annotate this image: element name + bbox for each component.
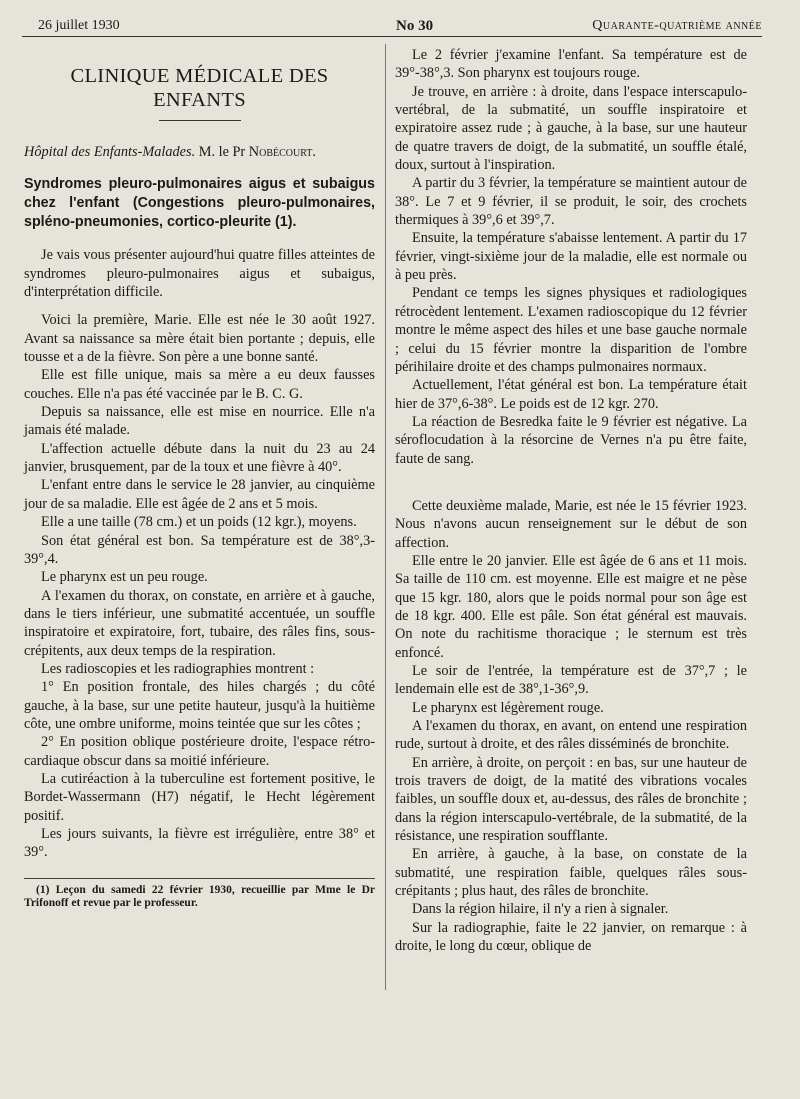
paragraph: Elle entre le 20 janvier. Elle est âgée de 6 ans et 11 mois. Sa taille de 110 cm. est moyenne. Elle est maigre et ne pèse que 15 kgr. 180, alors que le poids normal pour son âge est de 18 kgr. 400. Elle est pâle. Son état général est mauvais. On note du rachitisme thoracique ; le sternum est très enfoncé. (395, 552, 747, 661)
hospital-line (24, 143, 375, 161)
paragraph: Depuis sa naissance, elle est mise en nourrice. Elle n'a jamais été malade. (24, 404, 375, 439)
paragraph: Elle a une taille (78 cm.) et un poids (12 kgr.), moyens. (41, 514, 357, 531)
issue-date: 26 juillet 1930 (38, 18, 120, 33)
paragraph: A l'examen du thorax, on constate, en arrière et à gauche, dans le tiers inférieur, une submatité accentuée, un souffle inspiratoire et expiratoire, fort, tubaire, des râles fins, sous-crépitents, aux deux temps de la respiration. (24, 587, 375, 659)
right-paragraphs-first-case (395, 46, 747, 468)
case-separator (395, 468, 747, 497)
paragraph: 2° En position oblique postérieure droite, l'espace rétro-cardiaque obscur dans sa moitié inférieure. (24, 734, 375, 769)
paragraph: Elle est fille unique, mais sa mère a eu deux fausses couches. Elle n'a pas été vaccinée par le B. C. G. (24, 367, 375, 402)
paragraph: Ensuite, la température s'abaisse lentement. A partir du 17 février, vingt-sixième jour de la maladie, elle est normale ou à peu près. (395, 230, 747, 284)
paragraph: Le pharynx est un peu rouge. (41, 569, 208, 586)
paragraph: Cette deuxième malade, Marie, est née le 15 février 1923. Nous n'avons aucun renseignement sur le début de son affection. (395, 497, 747, 551)
title-rule (159, 120, 241, 121)
paragraph: En arrière, à gauche, à la base, on constate de la submatité, une respiration faible, quelques râles sous-crépitants ; plus haut, des râles de bronchite. (395, 846, 747, 900)
article-title: Syndromes pleuro-pulmonaires aigus et subaigus chez l'enfant (Congestions pleuro-pulmonaires, spléno-pneumonies, cortico-pleurite (1). (24, 176, 375, 231)
paragraph: La cutiréaction à la tuberculine est fortement positive, le Bordet-Wassermann (H7) négatif, le Hecht légèrement positif. (24, 770, 375, 824)
hospital-name: Hôpital des Enfants-Malades. (24, 144, 196, 160)
footnote: (1) Leçon du samedi 22 février 1930, recueillie par Mme le Dr Trifonoff et revue par le professeur. (24, 883, 375, 910)
left-column (24, 46, 375, 911)
right-column (395, 46, 747, 956)
paragraph: Le soir de l'entrée, la température est de 37°,7 ; le lendemain elle est de 38°,1-36°,9. (395, 663, 747, 698)
year-label: Quarante-quatrième année (592, 18, 762, 33)
professor-name: Nobécourt. (248, 144, 316, 160)
page-header (24, 14, 762, 36)
footnote-rule (24, 878, 375, 879)
issue-number: No 30 (396, 18, 434, 34)
left-paragraphs (24, 311, 375, 861)
paragraph: L'affection actuelle débute dans la nuit du 23 au 24 janvier, brusquement, par de la toux et une fièvre à 40°. (24, 440, 375, 476)
paragraph: La réaction de Besredka faite le 9 février est négative. La séroflocudation à la résorcine de Vernes n'a pu être faite, faute de sang. (395, 413, 747, 467)
intro-paragraph: Je vais vous présenter aujourd'hui quatre filles atteintes de syndromes pleuro-pulmonaires aigus et subaigus, d'interprétation difficile. (24, 247, 375, 301)
paragraph: Le pharynx est légèrement rouge. (412, 699, 604, 716)
paragraph: Les jours suivants, la fièvre est irrégulière, entre 38° et 39°. (24, 826, 375, 861)
section-title: CLINIQUE MÉDICALE DES ENFANTS (70, 65, 329, 111)
column-divider (385, 44, 386, 990)
paragraph: En arrière, à droite, on perçoit : en bas, sur une hauteur de trois travers de doigt, de la matité des vibrations vocales faibles, un souffle doux et, au-dessus, des râles de bronchite ; dans la région interscapulo-vertébrale, de la submatité, de la résistance, une respiration soufflante. (395, 754, 747, 845)
paragraph: Le 2 février j'examine l'enfant. Sa température est de 39°-38°,3. Son pharynx est toujours rouge. (395, 47, 747, 82)
professor-prefix: M. le Pr (195, 144, 249, 160)
paragraph: Son état général est bon. Sa température est de 38°,3-39°,4. (24, 532, 375, 567)
paragraph: Voici la première, Marie. Elle est née le 30 août 1927. Avant sa naissance sa mère était bien portante ; depuis, elle tousse et a de la fièvre. Son père a une bonne santé. (24, 312, 375, 366)
paragraph: Je trouve, en arrière : à droite, dans l'espace interscapulo-vertébral, de la submatité, un souffle inspiratoire et expiratoire assez rude ; à gauche, à la base, sur une hauteur de quatre travers de doigt, de la submatité, un souffle étalé, doux, surtout à l'inspiration. (395, 83, 747, 174)
paragraph: Pendant ce temps les signes physiques et radiologiques rétrocèdent lentement. L'examen radioscopique du 12 février montre le même aspect des hiles et une base gauche normale ; celui du 15 février montre la disparition de l'ombre périhilaire droite et des champs pulmonaires normaux. (395, 285, 747, 375)
paragraph: Les radioscopies et les radiographies montrent : (41, 660, 315, 677)
header-rule (22, 36, 762, 37)
paragraph: Sur la radiographie, faite le 22 janvier, on remarque : à droite, le long du cœur, oblique de (395, 919, 747, 955)
paragraph-gap (24, 301, 375, 311)
paragraph: Dans la région hilaire, il n'y a rien à signaler. (412, 901, 669, 918)
paragraph: 1° En position frontale, des hiles chargés ; du côté gauche, à la base, sur une petite hauteur, jusqu'à la huitième côte, une ombre uniforme, moins teintée que sur les côtes ; (24, 679, 375, 732)
paragraph: Actuellement, l'état général est bon. La température était hier de 37°,6-38°. Le poids est de 12 kgr. 270. (395, 377, 747, 412)
right-paragraphs-second-case (395, 497, 747, 956)
paragraph: A partir du 3 février, la température se maintient autour de 38°. Le 7 et 9 février, il se produit, le soir, des crochets thermiques à 39°,6 et 39°,7. (395, 175, 747, 229)
paragraph: L'enfant entre dans le service le 28 janvier, au cinquième jour de sa maladie. Elle est âgée de 2 ans et 5 mois. (24, 477, 375, 512)
paragraph: A l'examen du thorax, en avant, on entend une respiration rude, surtout à droite, et des râles disséminés de bronchite. (395, 718, 747, 753)
